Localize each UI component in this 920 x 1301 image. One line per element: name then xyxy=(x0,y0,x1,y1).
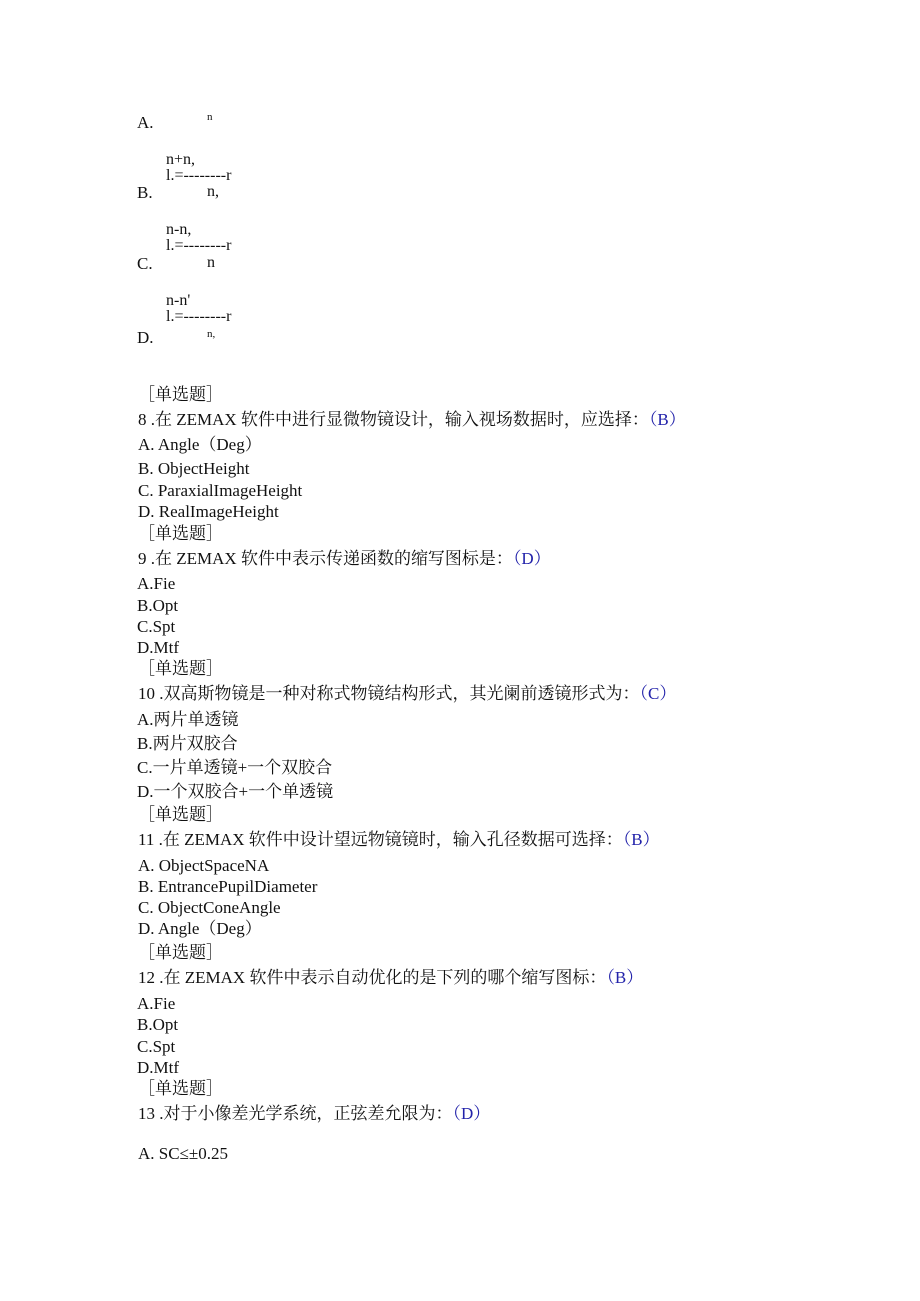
answer-key: （B） xyxy=(622,830,660,849)
question-stem: 8 .在 ZEMAX 软件中进行显微物镜设计，输入视场数据时，应选择：（B） xyxy=(138,410,686,429)
option: D.Mtf xyxy=(137,1058,180,1077)
option-letter: B. xyxy=(137,183,153,202)
answer-key: （D） xyxy=(512,549,551,568)
answer-key: （D） xyxy=(452,1104,491,1123)
formula-denominator: n, xyxy=(207,328,216,340)
option: D.Mtf xyxy=(137,638,180,657)
question-stem: 12 .在 ZEMAX 软件中表示自动优化的是下列的哪个缩写图标：（B） xyxy=(138,968,644,987)
option: A.两片单透镜 xyxy=(137,710,239,729)
formula-numerator: n+n, xyxy=(166,151,196,168)
option: C.Spt xyxy=(137,1037,176,1056)
question-type-label: ［单选题］ xyxy=(138,805,223,824)
option-letter: C. xyxy=(137,254,153,273)
formula-lhs: l.=--------r xyxy=(166,308,232,325)
option: C. ParaxialImageHeight xyxy=(138,481,303,500)
option-letter: D. xyxy=(137,328,154,347)
option: C.Spt xyxy=(137,617,176,636)
option: C. ObjectConeAngle xyxy=(138,898,281,917)
formula-lhs: l.=--------r xyxy=(166,237,232,254)
formula-numerator: n-n' xyxy=(166,292,191,309)
answer-key: （B） xyxy=(606,968,644,987)
question-type-label: ［单选题］ xyxy=(138,385,223,404)
option: D.一个双胶合+一个单透镜 xyxy=(137,782,334,801)
formula-fragment: n xyxy=(207,111,213,123)
formula-denominator: n xyxy=(207,254,215,271)
option-letter: A. xyxy=(137,113,154,132)
question-stem: 9 .在 ZEMAX 软件中表示传递函数的缩写图标是：（D） xyxy=(138,549,551,568)
option: D. RealImageHeight xyxy=(138,502,279,521)
question-type-label: ［单选题］ xyxy=(138,943,223,962)
formula-denominator: n, xyxy=(207,183,219,200)
formula-numerator: n-n, xyxy=(166,221,192,238)
answer-key: （C） xyxy=(639,684,677,703)
option: A.Fie xyxy=(137,574,176,593)
option: B. ObjectHeight xyxy=(138,459,250,478)
option: B. EntrancePupilDiameter xyxy=(138,877,318,896)
answer-key: （B） xyxy=(648,410,686,429)
option: A.Fie xyxy=(137,994,176,1013)
option: B.Opt xyxy=(137,1015,179,1034)
question-type-label: ［单选题］ xyxy=(138,1079,223,1098)
question-stem: 13 .对于小像差光学系统，正弦差允限为：（D） xyxy=(138,1104,491,1123)
question-type-label: ［单选题］ xyxy=(138,659,223,678)
option: D. Angle（Deg） xyxy=(138,919,262,938)
question-stem: 11 .在 ZEMAX 软件中设计望远物镜镜时，输入孔径数据可选择：（B） xyxy=(138,830,660,849)
option: A. SC≤±0.25 xyxy=(138,1144,228,1163)
question-stem: 10 .双高斯物镜是一种对称式物镜结构形式，其光阑前透镜形式为：（C） xyxy=(138,684,677,703)
option: B.两片双胶合 xyxy=(137,734,238,753)
option: C.一片单透镜+一个双胶合 xyxy=(137,758,333,777)
option: A. ObjectSpaceNA xyxy=(138,856,270,875)
question-type-label: ［单选题］ xyxy=(138,524,223,543)
option: B.Opt xyxy=(137,596,179,615)
option: A. Angle（Deg） xyxy=(138,435,262,454)
formula-lhs: l.=--------r xyxy=(166,167,232,184)
